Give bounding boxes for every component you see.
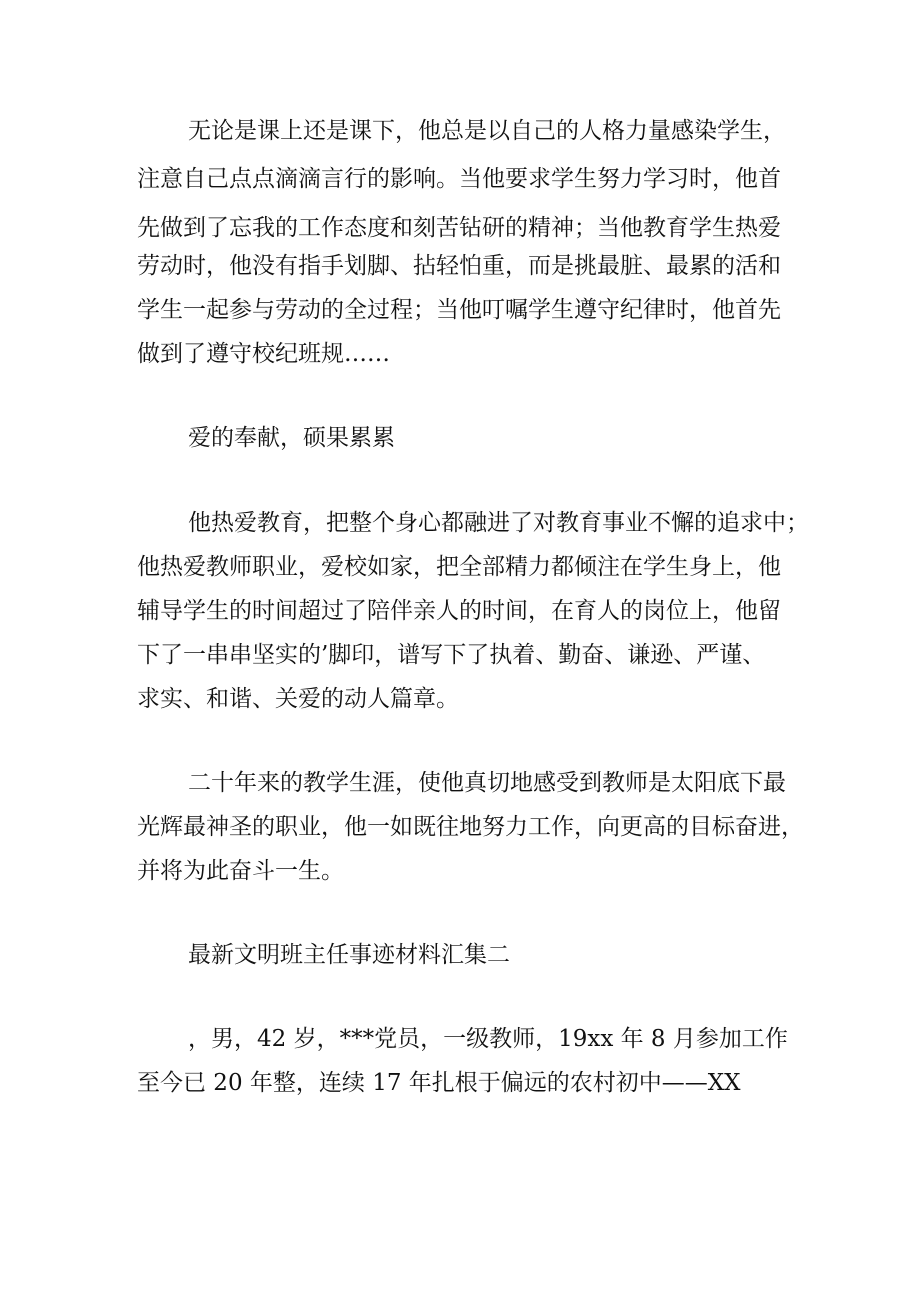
text-line: 无论是课上还是课下，他总是以自己的人格力量感染学生， <box>188 118 786 144</box>
text-line: 劳动时，他没有指手划脚、拈轻怕重，而是挑最脏、最累的活和 <box>137 253 781 279</box>
text-line: 做到了遵守校纪班规…… <box>137 341 390 367</box>
text-line: 他热爱教育，把整个身心都融进了对教育事业不懈的追求中； <box>188 510 809 536</box>
text-line: ，男，42 岁，***党员，一级教师，19xx 年 8 月参加工作 <box>188 1026 788 1052</box>
text-line: 学生一起参与劳动的全过程；当他叮嘱学生遵守纪律时，他首先 <box>137 297 781 323</box>
text-line: 并将为此奋斗一生。 <box>137 858 344 884</box>
text-line: 先做到了忘我的工作态度和刻苦钻研的精神；当他教育学生热爱 <box>137 215 781 241</box>
section-heading: 爱的奉献，硕果累累 <box>188 425 395 451</box>
text-line: 光辉最神圣的职业，他一如既往地努力工作，向更高的目标奋进， <box>137 814 804 840</box>
text-line: 注意自己点点滴滴言行的影响。当他要求学生努力学习时，他首 <box>137 166 781 192</box>
text-line: 他热爱教师职业，爱校如家，把全部精力都倾注在学生身上，他 <box>137 554 781 580</box>
text-line: 至今已 20 年整，连续 17 年扎根于偏远的农村初中——XX <box>137 1070 741 1096</box>
text-line: 求实、和谐、关爱的动人篇章。 <box>137 686 459 712</box>
text-line: 下了一串串坚实的’脚印，谱写下了执着、勤奋、谦逊、严谨、 <box>137 642 766 668</box>
text-line: 辅导学生的时间超过了陪伴亲人的时间，在育人的岗位上，他留 <box>137 598 781 624</box>
section-heading: 最新文明班主任事迹材料汇集二 <box>188 942 510 968</box>
text-line: 二十年来的教学生涯，使他真切地感受到教师是太阳底下最 <box>188 770 786 796</box>
